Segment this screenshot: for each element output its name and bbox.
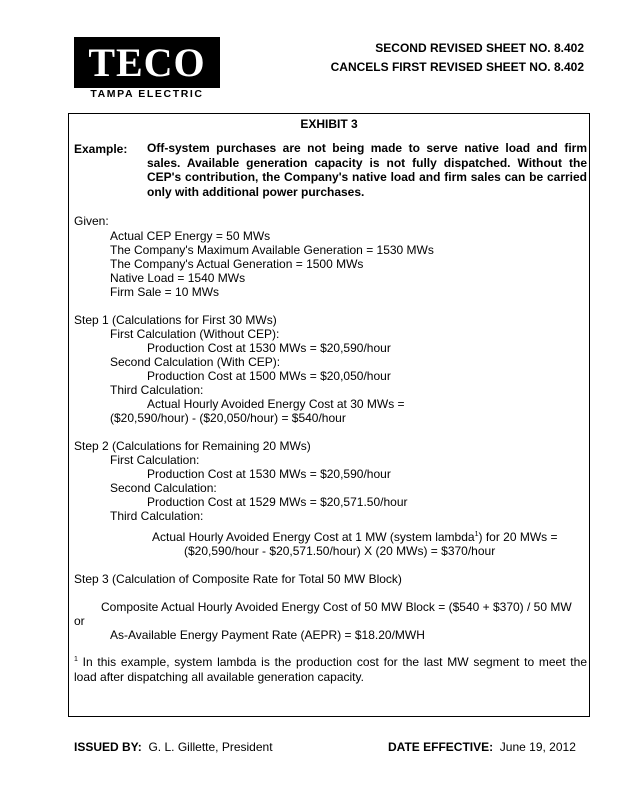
date-effective — [388, 740, 576, 754]
step3-or: or — [74, 614, 85, 628]
step1-third-calc: Third Calculation: — [110, 383, 204, 397]
given-item: Firm Sale = 10 MWs — [110, 285, 220, 299]
step3-title: Step 3 (Calculation of Composite Rate for Total 50 MW Block) — [74, 572, 402, 586]
step1-second-calc: Second Calculation (With CEP): — [110, 355, 281, 369]
logo-subtitle: TAMPA ELECTRIC — [90, 88, 204, 100]
cancels-sheet-number: CANCELS FIRST REVISED SHEET NO. 8.402 — [330, 60, 584, 74]
footnote — [74, 655, 587, 684]
step1-third-formula: ($20,590/hour) - ($20,050/hour) = $540/hour — [110, 411, 346, 425]
footnote-text: In this example, system lambda is the production cost for the last MW segment to meet the load after dispatching all available generation capacity. — [74, 655, 587, 684]
sheet-number: SECOND REVISED SHEET NO. 8.402 — [375, 41, 584, 55]
step2-third-value-b: ) for 20 MWs = — [478, 530, 558, 544]
step2-third-formula: ($20,590/hour - $20,571.50/hour) X (20 MWs) = $370/hour — [184, 544, 496, 558]
step2-third-value-a: Actual Hourly Avoided Energy Cost at 1 MW (system lambda — [152, 530, 475, 544]
date-value: June 19, 2012 — [499, 740, 576, 754]
step1-third-value: Actual Hourly Avoided Energy Cost at 30 MWs = — [147, 397, 405, 411]
given-label: Given: — [74, 214, 109, 228]
step2-first-calc: First Calculation: — [110, 453, 200, 467]
step3-aepr: As-Available Energy Payment Rate (AEPR) = $18.20/MWH — [110, 628, 425, 642]
logo-text: TECO — [88, 40, 206, 85]
step2-second-value: Production Cost at 1529 MWs = $20,571.50/hour — [147, 495, 408, 509]
step2-title: Step 2 (Calculations for Remaining 20 MWs) — [74, 439, 311, 453]
step3-composite: Composite Actual Hourly Avoided Energy Cost of 50 MW Block = ($540 + $370) / 50 MW — [101, 600, 572, 614]
footnote-ref: 1 — [474, 531, 479, 538]
exhibit-title: EXHIBIT 3 — [300, 117, 358, 131]
example-text: Off-system purchases are not being made to serve native load and firm sales. Available generation capacity is not fully dispatched. Without the CEP's contribution, the Company's native load and firm sales can be carried only with additional power purchases. — [147, 141, 587, 199]
example-label: Example: — [74, 142, 128, 156]
step2-first-value: Production Cost at 1530 MWs = $20,590/hour — [147, 467, 391, 481]
step1-second-value: Production Cost at 1500 MWs = $20,050/hour — [147, 369, 391, 383]
date-label: DATE EFFECTIVE: — [388, 740, 494, 754]
issued-value: G. L. Gillette, President — [148, 740, 273, 754]
given-item: The Company's Maximum Available Generation = 1530 MWs — [110, 243, 434, 257]
given-item: The Company's Actual Generation = 1500 MWs — [110, 257, 364, 271]
step2-third-calc: Third Calculation: — [110, 509, 204, 523]
step2-second-calc: Second Calculation: — [110, 481, 217, 495]
given-item: Actual CEP Energy = 50 MWs — [110, 229, 271, 243]
footnote-mark: 1 — [74, 656, 78, 663]
step1-first-value: Production Cost at 1530 MWs = $20,590/hour — [147, 341, 391, 355]
step1-title: Step 1 (Calculations for First 30 MWs) — [74, 313, 277, 327]
given-item: Native Load = 1540 MWs — [110, 271, 246, 285]
issued-label: ISSUED BY: — [74, 740, 142, 754]
step2-third-value — [152, 530, 558, 544]
step1-first-calc: First Calculation (Without CEP): — [110, 327, 280, 341]
issued-by — [74, 740, 273, 754]
